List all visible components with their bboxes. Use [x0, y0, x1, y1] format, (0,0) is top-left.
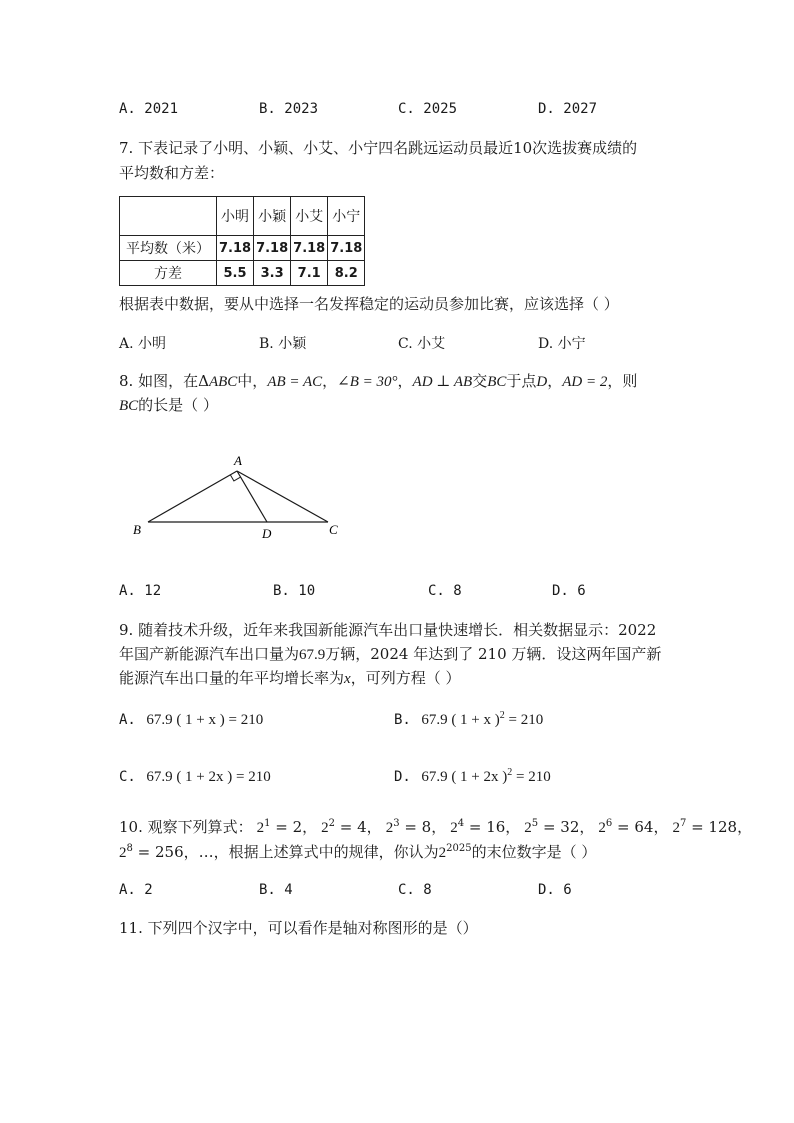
segment-ad: [237, 471, 267, 522]
table-cell: 7.18: [291, 236, 328, 261]
option-label: C.: [119, 769, 136, 785]
q9-stem-line2: [119, 642, 661, 667]
table-cell: 7.18: [217, 236, 254, 261]
q10-term-exponent: 7: [679, 818, 687, 829]
q10-prefix: 10. 观察下列算式：: [119, 818, 253, 836]
q10-text: 的末位数字是（ ）: [471, 843, 597, 861]
table-header-cell: 小明: [217, 197, 254, 236]
q8-stem-line2: [119, 393, 218, 418]
q8-ab-eq-ac: AB = AC: [267, 374, 323, 390]
q10-term-value: = 128，: [686, 818, 753, 836]
option-expression: [421, 769, 550, 785]
q10-power-term: [257, 818, 318, 836]
q10-term-exponent: 5: [531, 818, 539, 829]
q10-term-base: 2: [598, 820, 606, 836]
q8-option-b: B. 10: [273, 583, 316, 599]
q10-term-base: 2: [321, 820, 329, 836]
q10-term-base: 2: [119, 845, 127, 861]
q8-text: 交: [472, 372, 488, 390]
table-cell: 5.5: [217, 261, 254, 286]
q8-option-c: C. 8: [428, 583, 462, 599]
q10-term-exponent: 4: [457, 818, 465, 829]
q10-term-exponent: 2: [328, 818, 336, 829]
q10-option-d: D. 6: [538, 882, 572, 898]
q6-option-d: D. 2027: [538, 101, 598, 117]
q10-target-base: 2: [438, 845, 447, 861]
q8-text: 于点: [506, 372, 537, 390]
table-header-row: [120, 197, 365, 236]
option-expression: 67.9 ( 1 + 2x ) = 210: [146, 769, 271, 785]
q8-text: ，则: [607, 372, 638, 390]
q9-text: 万辆，2024 年达到了 210 万辆．设这两年国产新: [325, 645, 662, 663]
q10-option-b: B. 4: [259, 882, 293, 898]
q10-term-base: 2: [672, 820, 680, 836]
q10-target-exponent: 2025: [446, 843, 472, 854]
label-c: C: [329, 522, 338, 537]
option-expression: 67.9 ( 1 + x ) = 210: [146, 712, 264, 728]
q7-option-a: A. 小明: [119, 336, 167, 352]
q8-text: 的长是（ ）: [138, 396, 218, 414]
q10-term-base: 2: [385, 820, 394, 836]
q8-triangle-figure: [120, 448, 350, 548]
side-ab: [148, 471, 237, 522]
q8-ad-eq-2: AD = 2: [562, 374, 608, 390]
table-row-label: 方差: [120, 261, 217, 286]
table-row: [120, 236, 365, 261]
q8-option-a: A. 12: [119, 583, 162, 599]
q10-power-term: [672, 818, 752, 836]
q8-triangle-abc: ABC: [208, 374, 238, 390]
q10-term-base: 2: [524, 820, 532, 836]
q10-text: = 256，…，根据上述算式中的规律，你认为: [132, 843, 439, 861]
label-d: D: [262, 526, 272, 541]
q8-option-d: D. 6: [552, 583, 586, 599]
q11-stem: 11. 下列四个汉字中，可以看作是轴对称图形的是（）: [119, 919, 478, 937]
option-label: A.: [119, 712, 136, 728]
q10-term-value: = 8，: [399, 818, 447, 836]
q8-ad-perp-ab: AD ⊥ AB: [412, 374, 473, 390]
option-expression: [421, 712, 543, 728]
q8-text: ，: [397, 372, 413, 390]
table-cell: 7.18: [254, 236, 291, 261]
q10-term-base: 2: [256, 820, 265, 836]
table-row: [120, 261, 365, 286]
table-row-label: 平均数（米）: [120, 236, 217, 261]
option-exponent: 2: [499, 710, 505, 721]
q9-value-679: 67.9: [299, 647, 326, 663]
q10-term-value: = 32，: [538, 818, 595, 836]
q7-option-b: B. 小颖: [259, 336, 307, 352]
q9-option-c: [119, 769, 271, 786]
q7-option-c: C. 小艾: [398, 336, 446, 352]
label-a: A: [234, 453, 242, 468]
q10-stem-line2: [119, 840, 596, 865]
q9-variable-x: x: [344, 671, 351, 687]
q8-point-d: D: [536, 374, 548, 390]
q8-stem-line1: [119, 369, 637, 394]
option-exponent: 2: [507, 767, 513, 778]
option-label: B.: [394, 712, 411, 728]
label-b: B: [133, 522, 141, 537]
option-rhs: = 210: [504, 712, 544, 728]
q9-option-b: [394, 712, 543, 729]
q6-option-b: B. 2023: [259, 101, 319, 117]
q10-term-exponent: 8: [126, 843, 133, 854]
right-angle-mark: [230, 475, 240, 481]
q10-power-term: [524, 818, 594, 836]
q10-option-a: A. 2: [119, 882, 153, 898]
q10-power-term: [450, 818, 520, 836]
table-cell: 7.18: [328, 236, 365, 261]
q9-stem-line1: 9. 随着技术升级，近年来我国新能源汽车出口量快速增长．相关数据显示：2022: [119, 621, 657, 639]
q9-text: 年国产新能源汽车出口量为: [119, 645, 300, 663]
option-rhs: = 210: [512, 769, 551, 785]
q9-stem-line3: [119, 666, 460, 691]
q7-stem-line2: 平均数和方差：: [119, 164, 225, 182]
q10-power-term: [598, 818, 668, 836]
option-base: 67.9 ( 1 + 2x ): [421, 769, 508, 785]
q9-option-a: [119, 712, 263, 729]
q10-term-exponent: 1: [264, 818, 271, 829]
table-corner-cell: [120, 197, 217, 236]
q10-term-value: = 16，: [464, 818, 521, 836]
q10-option-c: C. 8: [398, 882, 432, 898]
q8-number: 8.: [119, 372, 134, 390]
table-cell: 3.3: [254, 261, 291, 286]
q8-bc: BC: [119, 398, 139, 414]
q9-text: 能源汽车出口量的年平均增长率为: [119, 669, 345, 687]
q8-text: 如图，在: [138, 372, 199, 390]
q10-term-value: = 2，: [270, 818, 318, 836]
q10-term-value: = 4，: [335, 818, 382, 836]
q7-question: 根据表中数据，要从中选择一名发挥稳定的运动员参加比赛，应该选择（ ）: [119, 295, 619, 313]
side-ac: [237, 471, 328, 522]
q8-angle-b: ∠B = 30°: [337, 374, 398, 390]
q10-power-term: [386, 818, 447, 836]
q7-option-d: D. 小宁: [538, 336, 586, 352]
q9-option-d: [394, 769, 551, 786]
table-header-cell: 小颖: [254, 197, 291, 236]
q6-option-a: A. 2021: [119, 101, 179, 117]
table-cell: 8.2: [328, 261, 365, 286]
q7-stem-line1: 7. 下表记录了小明、小颖、小艾、小宁四名跳远运动员最近10次选拔赛成绩的: [119, 139, 638, 157]
q10-stem-line1: [119, 815, 752, 840]
q10-power-sequence: [253, 818, 752, 836]
q8-bc: BC: [487, 374, 507, 390]
q6-option-c: C. 2025: [398, 101, 458, 117]
q9-text: ，可列方程（ ）: [350, 669, 461, 687]
q10-term-value: = 64，: [612, 818, 669, 836]
q8-text: ，: [547, 372, 563, 390]
q10-term-base: 2: [450, 820, 458, 836]
q10-term-exponent: 3: [393, 818, 400, 829]
q8-text: 中，: [237, 372, 268, 390]
table-cell: 7.1: [291, 261, 328, 286]
q10-term-exponent: 6: [605, 818, 613, 829]
option-label: D.: [394, 769, 411, 785]
q7-score-table: [119, 196, 365, 286]
q8-delta: Δ: [198, 372, 209, 390]
table-header-cell: 小艾: [291, 197, 328, 236]
table-header-cell: 小宁: [328, 197, 365, 236]
option-base: 67.9 ( 1 + x ): [421, 712, 500, 728]
q10-power-term: [321, 818, 382, 836]
q8-text: ，: [322, 372, 338, 390]
